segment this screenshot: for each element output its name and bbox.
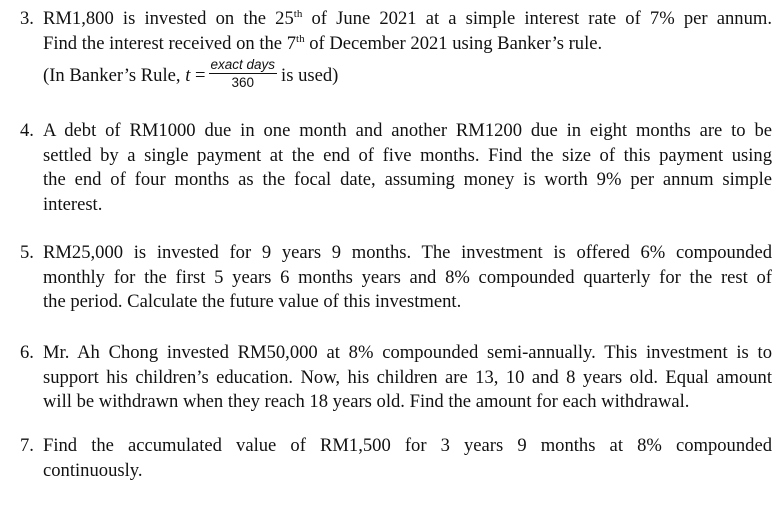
question-line: A debt of RM1000 due in one month and another RM1200 due in eight months are to be bbox=[43, 120, 772, 141]
question-line: support his children’s education. Now, his children are 13, 10 and 8 years old. Equal amount bbox=[43, 366, 772, 388]
question-7 bbox=[20, 434, 772, 483]
question-text bbox=[43, 7, 772, 94]
question-line: RM25,000 is invested for 9 years 9 months. The investment is offered 6% compounded bbox=[43, 242, 772, 263]
question-line: interest. bbox=[43, 193, 103, 215]
question-text bbox=[43, 241, 772, 315]
question-line: (In Banker’s Rule, t = $\frac{\text{exact days}}{360}$ is used) bbox=[43, 57, 339, 91]
question-6 bbox=[20, 341, 772, 415]
question-3 bbox=[20, 7, 772, 94]
fraction-denominator: 360 bbox=[231, 75, 255, 91]
question-line: Mr. Ah Chong invested RM50,000 at 8% compounded semi-annually. This investment is to bbox=[43, 342, 772, 363]
question-line: continuously. bbox=[43, 459, 143, 481]
question-number: 4. bbox=[20, 120, 34, 141]
question-text bbox=[43, 434, 772, 483]
question-line: Find the interest received on the 7th of December 2021 using Banker’s rule. bbox=[43, 32, 603, 54]
question-number: 3. bbox=[20, 8, 34, 29]
fraction bbox=[209, 57, 278, 92]
question-text bbox=[43, 341, 772, 415]
question-text bbox=[43, 119, 772, 217]
question-line: settled by a single payment at the end of five months. Find the size of this payment using bbox=[43, 144, 772, 166]
question-line: will be withdrawn when they reach 18 years old. Find the amount for each withdrawal. bbox=[43, 391, 690, 413]
question-line: the end of four months as the focal date, assuming money is worth 9% per annum simple bbox=[43, 169, 772, 191]
question-line: Find the accumulated value of RM1,500 for 3 years 9 months at 8% compounded bbox=[43, 435, 772, 456]
fraction-numerator: exact days bbox=[210, 57, 276, 73]
question-number: 6. bbox=[20, 342, 34, 363]
variable-t: t bbox=[185, 64, 191, 86]
question-line: RM1,800 is invested on the 25th of June 2021 at a simple interest rate of 7% per annum. bbox=[43, 8, 772, 29]
question-4 bbox=[20, 119, 772, 217]
question-number: 5. bbox=[20, 242, 34, 263]
question-5 bbox=[20, 241, 772, 315]
question-number: 7. bbox=[20, 435, 34, 456]
question-line: monthly for the first 5 years 6 months years and 8% compounded quarterly for the rest of bbox=[43, 266, 772, 288]
question-line: the period. Calculate the future value of this investment. bbox=[43, 291, 462, 313]
